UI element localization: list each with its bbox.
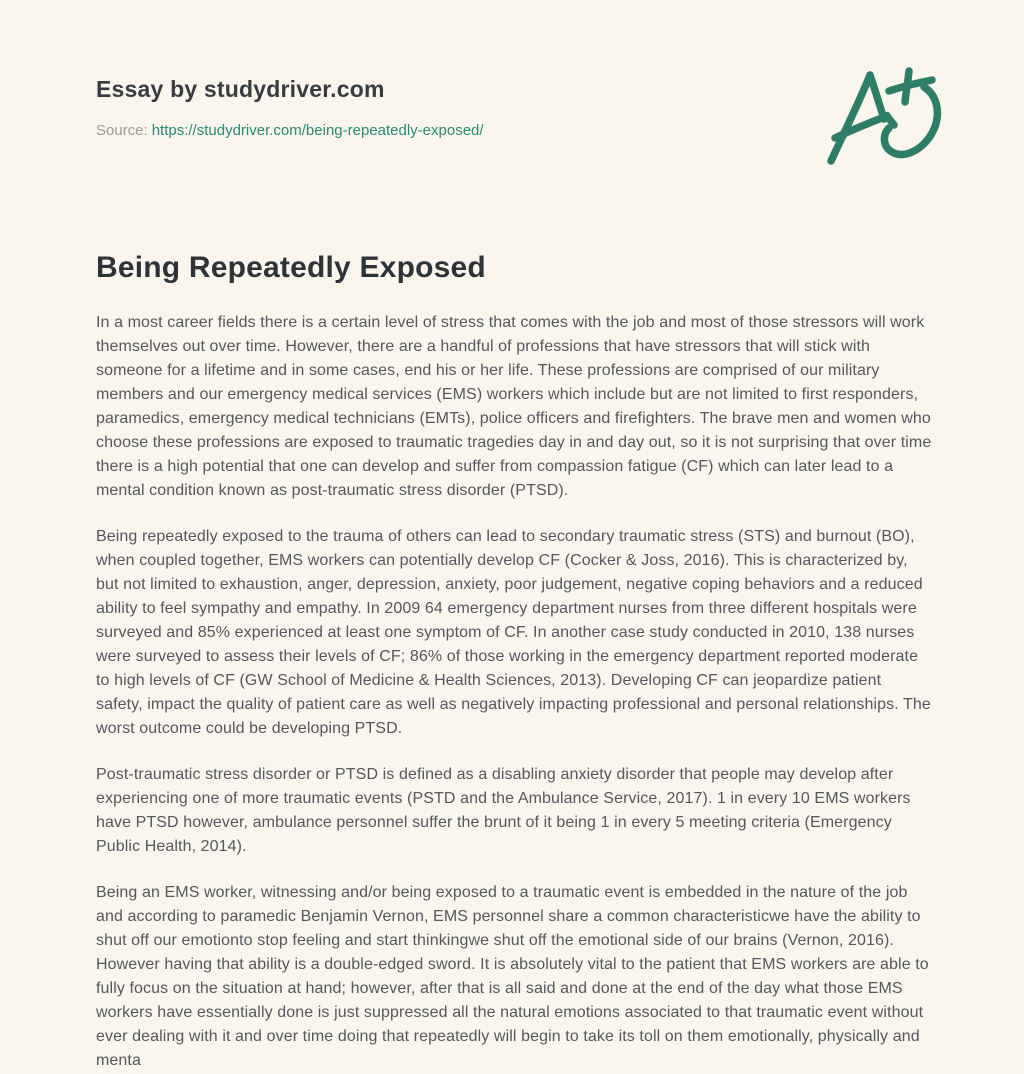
source-label: Source: [96, 122, 148, 139]
article-body [96, 311, 932, 1073]
essay-header-title: Essay by studydriver.com [96, 76, 385, 102]
article-paragraph-4: Being an EMS worker, witnessing and/or being exposed to a traumatic event is embedded in the nature of the job and according to paramedic Benjamin Vernon, EMS personnel share a common characteristicwe have the ability to shut off our emotionto stop feeling and start thinkingwe shut off the emotional side of our brains (Vernon, 2016). However having that ability is a double-edged sword. It is absolutely vital to the patient that EMS workers are able to fully focus on the situation at hand; however, after that is all said and done at the end of the day what those EMS workers have essentially done is just suppressed all the natural emotions associated to that traumatic event without ever dealing with it and over time doing that repeatedly will begin to take its toll on them emotionally, physically and menta [96, 884, 929, 1069]
source-line [96, 122, 928, 139]
source-link[interactable]: https://studydriver.com/being-repeatedly-exposed/ [151, 122, 484, 139]
article-paragraph-2: Being repeatedly exposed to the trauma of others can lead to secondary traumatic stress (STS) and burnout (BO), when coupled together, EMS workers can potentially develop CF (Cocker & Joss, 2016). This is characterized by, but not limited to exhaustion, anger, depression, anxiety, poor judgement, negative coping behaviors and a reduced ability to feel sympathy and empathy. In 2009 64 emergency department nurses from three different hospitals were surveyed and 85% experienced at least one symptom of CF. In another case study conducted in 2010, 138 nurses were surveyed to assess their levels of CF; 86% of those working in the emergency department reported moderate to high levels of CF (GW School of Medicine & Health Sciences, 2013). Developing CF can jeopardize patient safety, impact the quality of patient care as well as negatively impacting professional and personal relationships. The worst outcome could be developing PTSD. [96, 528, 931, 737]
article-paragraph-1: In a most career fields there is a certain level of stress that comes with the job and most of those stressors will work themselves out over time. However, there are a handful of professions that have stressors that will stick with someone for a lifetime and in some cases, end his or her life. These professions are comprised of our military members and our emergency medical services (EMS) workers which include but are not limited to first responders, paramedics, emergency medical technicians (EMTs), police officers and firefighters. The brave men and women who choose these professions are exposed to traumatic tragedies day in and day out, so it is not surprising that over time there is a high potential that one can develop and suffer from compassion fatigue (CF) which can later lead to a mental condition known as post-traumatic stress disorder (PTSD). [96, 314, 932, 499]
article-title: Being Repeatedly Exposed [96, 251, 486, 284]
studydriver-a-plus-logo-icon [822, 64, 942, 170]
article-paragraph-3: Post-traumatic stress disorder or PTSD is defined as a disabling anxiety disorder that people may develop after experiencing one of more traumatic events (PSTD and the Ambulance Service, 2017). 1 in every 10 EMS workers have PTSD however, ambulance personnel suffer the brunt of it being 1 in every 5 meeting criteria (Emergency Public Health, 2014). [96, 766, 911, 855]
